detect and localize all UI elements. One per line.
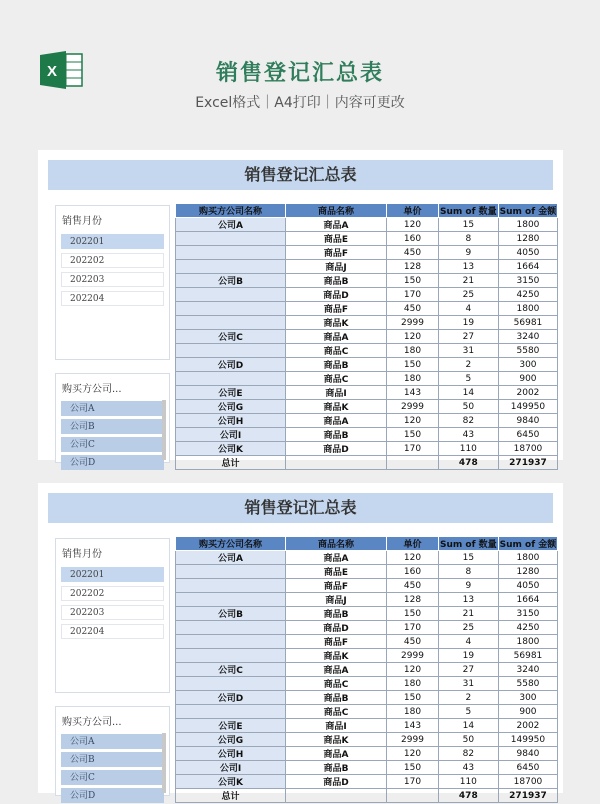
table-cell[interactable]: 143 <box>387 386 439 400</box>
table-cell[interactable]: 商品E <box>286 232 387 246</box>
table-cell[interactable] <box>176 649 286 663</box>
table-cell[interactable]: 2999 <box>387 733 439 747</box>
table-cell[interactable]: 商品B <box>286 358 387 372</box>
table-cell[interactable]: 120 <box>387 218 439 232</box>
column-header[interactable]: 商品名称 <box>286 537 387 551</box>
table-cell[interactable]: 商品D <box>286 775 387 789</box>
table-cell[interactable]: 9 <box>439 246 499 260</box>
table-cell[interactable]: 150 <box>387 761 439 775</box>
table-cell[interactable]: 公司E <box>176 719 286 733</box>
table-cell[interactable]: 120 <box>387 663 439 677</box>
table-row <box>176 677 558 691</box>
table-cell[interactable]: 160 <box>387 565 439 579</box>
table-cell[interactable]: 5580 <box>498 344 558 358</box>
table-cell[interactable]: 商品C <box>286 705 387 719</box>
table-cell[interactable]: 商品I <box>286 386 387 400</box>
table-cell[interactable]: 31 <box>439 344 499 358</box>
table-cell[interactable]: 2 <box>439 358 499 372</box>
table-cell[interactable]: 120 <box>387 747 439 761</box>
table-cell[interactable]: 商品A <box>286 218 387 232</box>
table-cell[interactable]: 商品B <box>286 691 387 705</box>
month-slicer-item[interactable]: 202202 <box>61 253 164 268</box>
table-cell[interactable]: 27 <box>439 330 499 344</box>
month-slicer-item[interactable]: 202201 <box>61 234 164 249</box>
table-cell[interactable]: 8 <box>439 565 499 579</box>
company-slicer-item[interactable]: 公司A <box>61 734 164 749</box>
table-cell[interactable]: 3240 <box>498 663 558 677</box>
table-cell[interactable] <box>176 677 286 691</box>
table-cell[interactable]: 公司I <box>176 428 286 442</box>
table-cell[interactable]: 18700 <box>498 442 558 456</box>
month-slicer-item[interactable]: 202203 <box>61 605 164 620</box>
month-slicer-item[interactable]: 202203 <box>61 272 164 287</box>
table-cell[interactable]: 110 <box>439 775 499 789</box>
table-cell[interactable]: 14 <box>439 719 499 733</box>
table-cell[interactable] <box>176 621 286 635</box>
table-row <box>176 579 558 593</box>
table-cell[interactable]: 18700 <box>498 775 558 789</box>
table-cell[interactable]: 商品F <box>286 635 387 649</box>
table-cell[interactable]: 21 <box>439 607 499 621</box>
company-slicer-item[interactable]: 公司B <box>61 752 164 767</box>
table-row <box>176 302 558 316</box>
table-row <box>176 316 558 330</box>
table-cell[interactable]: 公司E <box>176 386 286 400</box>
table-cell[interactable]: 商品C <box>286 372 387 386</box>
pivot-table <box>175 536 558 803</box>
total-row <box>176 789 558 803</box>
sheet-title: 销售登记汇总表 <box>48 493 553 523</box>
table-cell[interactable]: 128 <box>387 260 439 274</box>
table-cell[interactable]: 4250 <box>498 288 558 302</box>
table-cell[interactable]: 商品K <box>286 400 387 414</box>
sheet-title: 销售登记汇总表 <box>48 160 553 190</box>
column-header[interactable]: 购买方公司名称 <box>176 537 286 551</box>
table-cell[interactable] <box>176 260 286 274</box>
table-cell[interactable] <box>176 344 286 358</box>
table-cell[interactable]: 2 <box>439 691 499 705</box>
table-row <box>176 218 558 232</box>
table-cell[interactable]: 43 <box>439 428 499 442</box>
table-cell[interactable]: 商品F <box>286 302 387 316</box>
table-cell[interactable]: 180 <box>387 344 439 358</box>
table-cell[interactable]: 公司D <box>176 691 286 705</box>
table-cell[interactable]: 5 <box>439 372 499 386</box>
table-cell[interactable]: 商品A <box>286 330 387 344</box>
month-slicer-title: 销售月份 <box>62 549 102 560</box>
column-header[interactable]: 商品名称 <box>286 204 387 218</box>
table-cell[interactable]: 1664 <box>498 593 558 607</box>
table-cell[interactable]: 82 <box>439 414 499 428</box>
table-cell[interactable]: 300 <box>498 358 558 372</box>
page-subtitle: Excel格式｜A4打印｜内容可更改 <box>195 95 405 111</box>
table-cell[interactable]: 150 <box>387 607 439 621</box>
table-row <box>176 733 558 747</box>
table-row <box>176 344 558 358</box>
pivot-header-row <box>176 537 558 551</box>
table-cell[interactable]: 128 <box>387 593 439 607</box>
table-cell[interactable]: 149950 <box>498 400 558 414</box>
table-row <box>176 649 558 663</box>
table-cell[interactable]: 170 <box>387 775 439 789</box>
table-cell[interactable]: 商品B <box>286 607 387 621</box>
table-cell[interactable]: 120 <box>387 551 439 565</box>
table-cell[interactable]: 31 <box>439 677 499 691</box>
table-cell[interactable]: 3240 <box>498 330 558 344</box>
table-cell[interactable]: 4 <box>439 635 499 649</box>
table-row <box>176 232 558 246</box>
table-row <box>176 691 558 705</box>
total-cell[interactable]: 478 <box>439 789 499 803</box>
table-cell[interactable]: 9840 <box>498 747 558 761</box>
table-cell[interactable]: 2002 <box>498 719 558 733</box>
table-cell[interactable]: 商品C <box>286 677 387 691</box>
table-cell[interactable]: 4050 <box>498 246 558 260</box>
month-slicer-item[interactable]: 202202 <box>61 586 164 601</box>
table-row <box>176 635 558 649</box>
table-cell[interactable]: 27 <box>439 663 499 677</box>
table-cell[interactable]: 150 <box>387 274 439 288</box>
page-title: 销售登记汇总表 <box>215 61 384 86</box>
total-cell[interactable] <box>387 456 439 470</box>
table-cell[interactable]: 25 <box>439 288 499 302</box>
table-row <box>176 428 558 442</box>
total-row <box>176 456 558 470</box>
table-cell[interactable]: 商品E <box>286 565 387 579</box>
company-slicer-title: 购买方公司... <box>62 384 122 395</box>
table-cell[interactable]: 4050 <box>498 579 558 593</box>
company-slicer-title: 购买方公司... <box>62 717 122 728</box>
pivot-body <box>176 551 558 803</box>
table-cell[interactable]: 15 <box>439 218 499 232</box>
table-cell[interactable]: 1664 <box>498 260 558 274</box>
table-row <box>176 442 558 456</box>
table-cell[interactable]: 商品K <box>286 316 387 330</box>
table-cell[interactable]: 150 <box>387 428 439 442</box>
pivot-header-row <box>176 204 558 218</box>
table-cell[interactable] <box>176 579 286 593</box>
month-slicer-item[interactable]: 202204 <box>61 291 164 306</box>
table-row <box>176 551 558 565</box>
table-cell[interactable]: 19 <box>439 649 499 663</box>
table-cell[interactable]: 9 <box>439 579 499 593</box>
table-cell[interactable]: 商品F <box>286 246 387 260</box>
table-cell[interactable]: 1800 <box>498 635 558 649</box>
column-header[interactable]: 单价 <box>387 537 439 551</box>
table-cell[interactable]: 商品J <box>286 260 387 274</box>
table-cell[interactable]: 商品D <box>286 621 387 635</box>
table-cell[interactable]: 商品J <box>286 593 387 607</box>
table-cell[interactable]: 143 <box>387 719 439 733</box>
total-cell[interactable]: 总计 <box>176 789 286 803</box>
table-cell[interactable]: 300 <box>498 691 558 705</box>
company-slicer-item[interactable]: 公司B <box>61 419 164 434</box>
table-cell[interactable]: 1280 <box>498 232 558 246</box>
table-cell[interactable]: 120 <box>387 330 439 344</box>
table-row <box>176 372 558 386</box>
table-cell[interactable]: 180 <box>387 372 439 386</box>
table-cell[interactable]: 50 <box>439 733 499 747</box>
table-cell[interactable]: 公司B <box>176 274 286 288</box>
company-slicer <box>55 706 170 801</box>
table-row <box>176 705 558 719</box>
table-cell[interactable]: 6450 <box>498 761 558 775</box>
table-cell[interactable]: 180 <box>387 705 439 719</box>
table-cell[interactable]: 公司C <box>176 330 286 344</box>
company-slicer-item[interactable]: 公司D <box>61 788 164 803</box>
month-slicer-item[interactable]: 202204 <box>61 624 164 639</box>
table-cell[interactable]: 450 <box>387 579 439 593</box>
table-cell[interactable]: 公司K <box>176 442 286 456</box>
table-cell[interactable]: 商品I <box>286 719 387 733</box>
table-cell[interactable]: 14 <box>439 386 499 400</box>
table-cell[interactable]: 2999 <box>387 400 439 414</box>
table-cell[interactable]: 13 <box>439 260 499 274</box>
table-cell[interactable]: 21 <box>439 274 499 288</box>
table-row <box>176 414 558 428</box>
table-row <box>176 607 558 621</box>
total-cell[interactable]: 478 <box>439 456 499 470</box>
table-row <box>176 663 558 677</box>
table-cell[interactable]: 公司G <box>176 400 286 414</box>
table-cell[interactable]: 商品B <box>286 428 387 442</box>
table-cell[interactable]: 公司G <box>176 733 286 747</box>
table-cell[interactable]: 900 <box>498 705 558 719</box>
table-cell[interactable] <box>176 593 286 607</box>
table-cell[interactable]: 商品A <box>286 747 387 761</box>
column-header[interactable]: Sum of 金额 <box>498 204 558 218</box>
table-cell[interactable]: 82 <box>439 747 499 761</box>
table-cell[interactable]: 商品A <box>286 663 387 677</box>
company-slicer <box>55 373 170 468</box>
table-cell[interactable]: 公司C <box>176 663 286 677</box>
pivot-header <box>176 537 558 551</box>
table-cell[interactable]: 4250 <box>498 621 558 635</box>
table-cell[interactable]: 450 <box>387 302 439 316</box>
sheet-preview-1 <box>38 150 563 469</box>
table-cell[interactable]: 180 <box>387 677 439 691</box>
table-cell[interactable]: 170 <box>387 442 439 456</box>
total-cell[interactable] <box>387 789 439 803</box>
table-cell[interactable] <box>176 565 286 579</box>
svg-text:X: X <box>46 63 58 80</box>
header <box>0 0 600 145</box>
total-cell[interactable]: 271937 <box>498 456 558 470</box>
total-cell[interactable]: 总计 <box>176 456 286 470</box>
table-cell[interactable]: 25 <box>439 621 499 635</box>
table-cell[interactable]: 13 <box>439 593 499 607</box>
column-header[interactable]: 单价 <box>387 204 439 218</box>
table-cell[interactable]: 2999 <box>387 316 439 330</box>
table-cell[interactable]: 56981 <box>498 316 558 330</box>
table-row <box>176 775 558 789</box>
table-row <box>176 274 558 288</box>
table-cell[interactable]: 商品B <box>286 274 387 288</box>
table-cell[interactable] <box>176 635 286 649</box>
table-row <box>176 400 558 414</box>
table-cell[interactable]: 5 <box>439 705 499 719</box>
table-cell[interactable]: 商品A <box>286 551 387 565</box>
table-cell[interactable]: 公司H <box>176 414 286 428</box>
company-slicer-item[interactable]: 公司C <box>61 770 164 785</box>
pivot-table <box>175 203 558 470</box>
table-cell[interactable]: 8 <box>439 232 499 246</box>
table-cell[interactable]: 商品K <box>286 649 387 663</box>
total-cell[interactable]: 271937 <box>498 789 558 803</box>
table-cell[interactable]: 2999 <box>387 649 439 663</box>
table-row <box>176 761 558 775</box>
table-cell[interactable]: 170 <box>387 621 439 635</box>
table-cell[interactable] <box>176 372 286 386</box>
table-cell[interactable]: 商品F <box>286 579 387 593</box>
table-row <box>176 593 558 607</box>
column-header[interactable]: Sum of 数量 <box>439 537 499 551</box>
table-cell[interactable]: 50 <box>439 400 499 414</box>
table-row <box>176 719 558 733</box>
table-cell[interactable]: 19 <box>439 316 499 330</box>
column-header[interactable]: Sum of 金额 <box>498 537 558 551</box>
table-cell[interactable]: 4 <box>439 302 499 316</box>
table-cell[interactable]: 170 <box>387 288 439 302</box>
table-cell[interactable] <box>176 232 286 246</box>
company-slicer-item[interactable]: 公司A <box>61 401 164 416</box>
slicer-scrollbar[interactable] <box>162 733 166 793</box>
slicer-scrollbar[interactable] <box>162 400 166 460</box>
company-slicer-item[interactable]: 公司D <box>61 455 164 470</box>
table-cell[interactable]: 120 <box>387 414 439 428</box>
table-cell[interactable]: 450 <box>387 635 439 649</box>
table-row <box>176 288 558 302</box>
month-slicer-title: 销售月份 <box>62 216 102 227</box>
table-row <box>176 358 558 372</box>
table-cell[interactable]: 5580 <box>498 677 558 691</box>
table-cell[interactable]: 商品D <box>286 442 387 456</box>
table-cell[interactable]: 900 <box>498 372 558 386</box>
table-cell[interactable] <box>176 246 286 260</box>
table-cell[interactable]: 6450 <box>498 428 558 442</box>
table-cell[interactable]: 公司I <box>176 761 286 775</box>
table-row <box>176 565 558 579</box>
table-row <box>176 246 558 260</box>
table-cell[interactable]: 公司H <box>176 747 286 761</box>
table-cell[interactable]: 1800 <box>498 551 558 565</box>
table-cell[interactable]: 150 <box>387 358 439 372</box>
sheet-preview-2 <box>38 483 563 802</box>
table-cell[interactable]: 3150 <box>498 607 558 621</box>
table-cell[interactable]: 商品D <box>286 288 387 302</box>
table-row <box>176 386 558 400</box>
table-cell[interactable]: 150 <box>387 691 439 705</box>
table-row <box>176 621 558 635</box>
table-cell[interactable]: 商品A <box>286 414 387 428</box>
month-slicer-item[interactable]: 202201 <box>61 567 164 582</box>
table-cell[interactable]: 公司A <box>176 551 286 565</box>
table-cell[interactable]: 商品C <box>286 344 387 358</box>
table-cell[interactable]: 商品B <box>286 761 387 775</box>
table-cell[interactable]: 公司D <box>176 358 286 372</box>
pivot-header <box>176 204 558 218</box>
table-cell[interactable]: 160 <box>387 232 439 246</box>
column-header[interactable]: 购买方公司名称 <box>176 204 286 218</box>
table-row <box>176 260 558 274</box>
pivot-body <box>176 218 558 470</box>
table-row <box>176 747 558 761</box>
total-cell[interactable] <box>286 456 387 470</box>
table-cell[interactable]: 公司A <box>176 218 286 232</box>
table-cell[interactable]: 110 <box>439 442 499 456</box>
table-cell[interactable]: 15 <box>439 551 499 565</box>
table-cell[interactable] <box>176 288 286 302</box>
table-cell[interactable] <box>176 302 286 316</box>
table-cell[interactable]: 商品K <box>286 733 387 747</box>
table-cell[interactable] <box>176 316 286 330</box>
month-slicer <box>55 538 170 693</box>
table-cell[interactable]: 1800 <box>498 302 558 316</box>
table-cell[interactable]: 43 <box>439 761 499 775</box>
table-cell[interactable]: 1800 <box>498 218 558 232</box>
table-cell[interactable] <box>176 705 286 719</box>
table-row <box>176 330 558 344</box>
column-header[interactable]: Sum of 数量 <box>439 204 499 218</box>
table-cell[interactable]: 1280 <box>498 565 558 579</box>
table-cell[interactable]: 公司B <box>176 607 286 621</box>
table-cell[interactable]: 450 <box>387 246 439 260</box>
total-cell[interactable] <box>286 789 387 803</box>
month-slicer <box>55 205 170 360</box>
table-cell[interactable]: 149950 <box>498 733 558 747</box>
table-cell[interactable]: 2002 <box>498 386 558 400</box>
table-cell[interactable]: 9840 <box>498 414 558 428</box>
table-cell[interactable]: 3150 <box>498 274 558 288</box>
table-cell[interactable]: 56981 <box>498 649 558 663</box>
table-cell[interactable]: 公司K <box>176 775 286 789</box>
company-slicer-item[interactable]: 公司C <box>61 437 164 452</box>
